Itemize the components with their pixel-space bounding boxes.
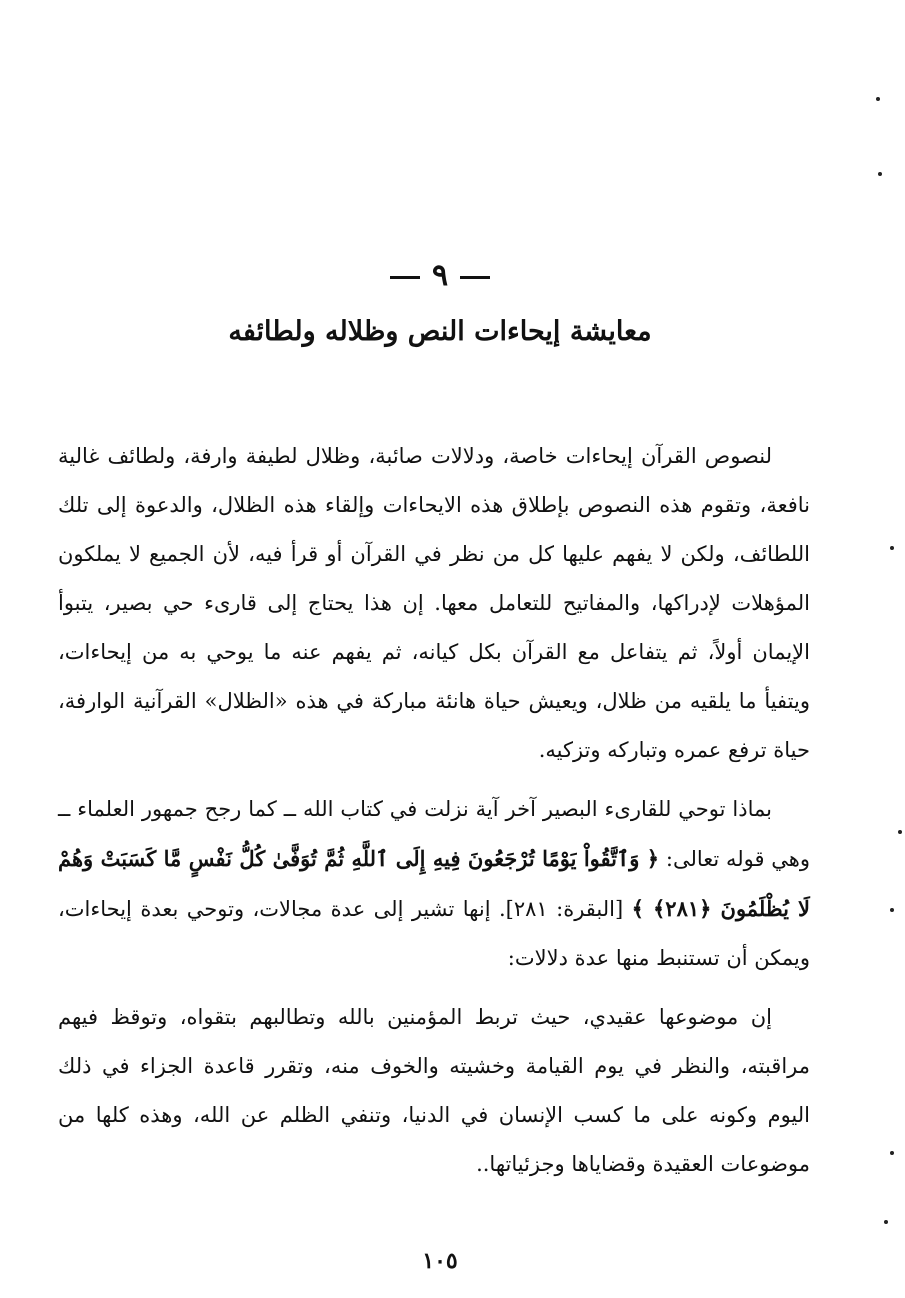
margin-speck <box>876 97 880 101</box>
paragraph: إن موضوعها عقيدي، حيث تربط المؤمنين بالله وتطالبهم بتقواه، وتوقظ فيهم مراقبته، والنظر في يوم القيامة وخشيته والخوف منه، وتقرر قاعدة الجزاء في ذلك اليوم وكونه على ما كسب الإنسان في الدنيا، وتنفي الظلم عن الله، وهذه كلها من موضوعات العقيدة وقضاياها وجزئياتها.. <box>58 1005 810 1176</box>
margin-speck <box>878 172 882 176</box>
paragraph <box>58 785 810 983</box>
dash-left <box>390 276 420 279</box>
margin-speck <box>890 908 894 912</box>
margin-speck <box>890 546 894 550</box>
chapter-title: معايشة إيحاءات النص وظلاله ولطائفه <box>228 316 652 347</box>
page-number: ١٠٥ <box>422 1248 458 1274</box>
chapter-number-text: ٩ <box>431 258 449 293</box>
chapter-number <box>0 258 880 293</box>
quran-verse: ﴿ وَٱتَّقُواْ يَوْمًا تُرْجَعُونَ فِيهِ إِلَى ٱللَّهِ ثُمَّ تُوَفَّىٰ كُلُّ نَفْسٍ مَّا كَسَبَتْ وَهُمْ لَا يُظْلَمُونَ ﴿٢٨١﴾ ﴾ <box>58 846 810 921</box>
margin-speck <box>898 830 902 834</box>
paragraph-text: بماذا توحي للقارىء البصير آخر آية نزلت في كتاب الله ــ كما رجح جمهور العلماء ــ وهي قوله تعالى: <box>58 797 810 871</box>
paragraph: لنصوص القرآن إيحاءات خاصة، ودلالات صائبة، وظلال لطيفة وارفة، ولطائف غالية نافعة، وتقوم هذه النصوص بإطلاق هذه الايحاءات وإلقاء هذه الظلال، والدعوة إلى تلك اللطائف، ولكن لا يفهم عليها كل من نظر في القرآن أو قرأ فيه، لأن الجميع لا يملكون المؤهلات لإدراكها، والمفاتيح للتعامل معها. إن هذا يحتاج إلى قارىء حي بصير، يتبوأ الإيمان أولاً، ثم يتفاعل مع القرآن بكل كيانه، ثم يفهم عنه ما يوحي به من إيحاءات، ويتفيأ ما يلقيه من ظلال، ويعيش حياة هانئة مباركة في هذه «الظلال» القرآنية الوارفة، حياة ترفع عمره وتباركه وتزكيه. <box>58 444 810 762</box>
margin-speck <box>884 1220 888 1224</box>
dash-right <box>460 276 490 279</box>
body-text <box>58 432 810 1189</box>
margin-speck <box>890 1151 894 1155</box>
paragraph-text: [البقرة: ٢٨١]. إنها تشير إلى عدة مجالات، وتوحي بعدة إيحاءات، ويمكن أن تستنبط منها عدة دلالات: <box>58 897 810 970</box>
